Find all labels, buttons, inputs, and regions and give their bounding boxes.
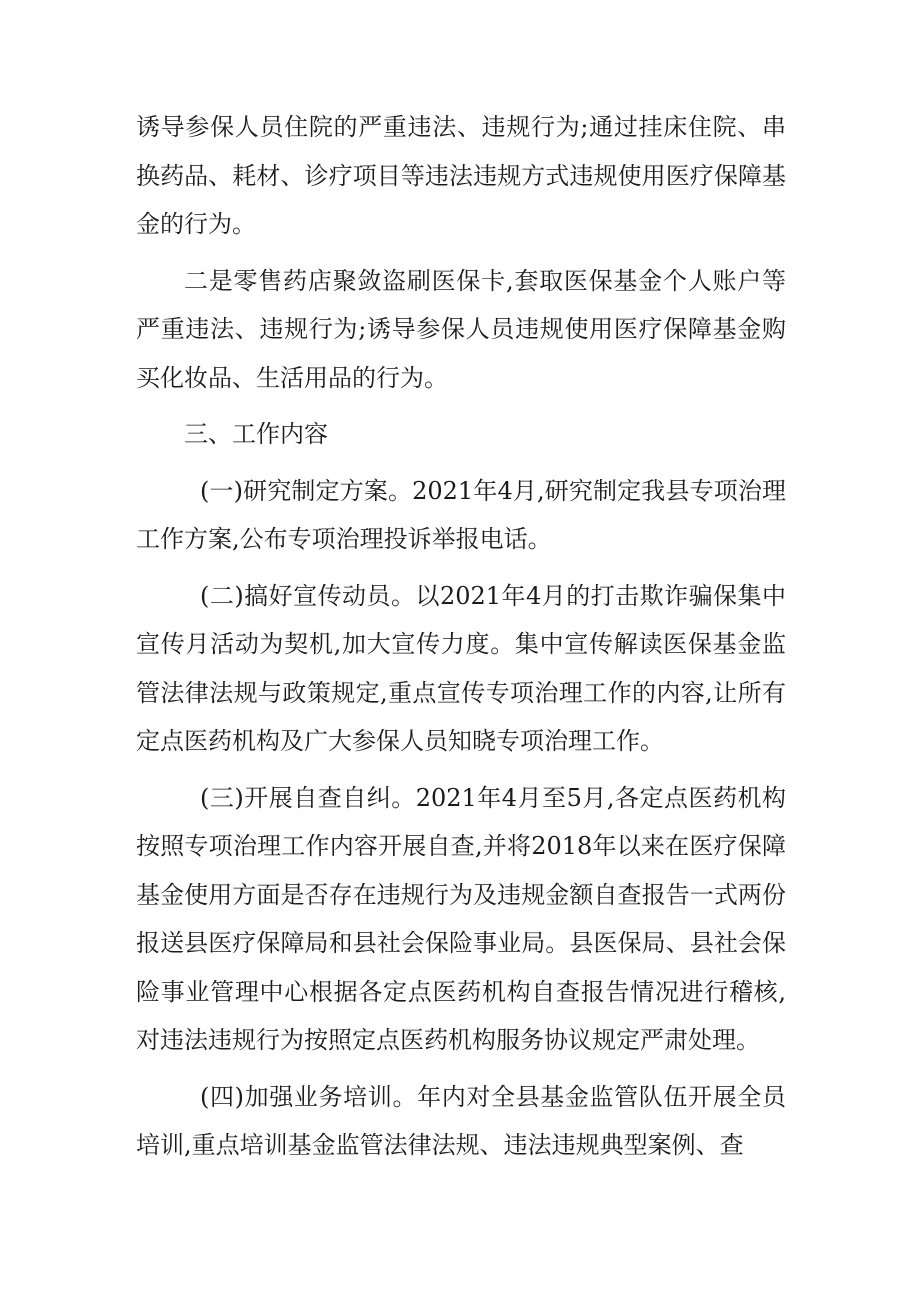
- document-body: [136, 103, 786, 1170]
- section-heading-work-content: 三、工作内容: [184, 420, 328, 448]
- paragraph-item-1: (一)研究制定方案。2021年4月,研究制定我县专项治理工作方案,公布专项治理投诉举报电话。: [136, 476, 786, 553]
- paragraph-continuation: 诱导参保人员住院的严重违法、违规行为;通过挂床住院、串换药品、耗材、诊疗项目等违法违规方式违规使用医疗保障基金的行为。: [136, 113, 786, 238]
- paragraph-retail-pharmacy: 二是零售药店聚敛盗刷医保卡,套取医保基金个人账户等严重违法、违规行为;诱导参保人员违规使用医疗保障基金购买化妆品、生活用品的行为。: [136, 266, 786, 392]
- paragraph-item-2: (二)搞好宣传动员。以2021年4月的打击欺诈骗保集中宣传月活动为契机,加大宣传力度。集中宣传解读医保基金监管法律法规与政策规定,重点宣传专项治理工作的内容,让所有定点医药机构及广大参保人员知晓专项治理工作。: [136, 581, 786, 755]
- paragraph-item-4: (四)加强业务培训。年内对全县基金监管队伍开展全员培训,重点培训基金监管法律法规、违法违规典型案例、查: [136, 1082, 786, 1159]
- paragraph-item-3: (三)开展自查自纠。2021年4月至5月,各定点医药机构按照专项治理工作内容开展自查,并将2018年以来在医疗保障基金使用方面是否存在违规行为及违规金额自查报告一式两份报送县医疗保障局和县社会保险事业局。县医保局、县社会保险事业管理中心根据各定点医药机构自查报告情况进行稽核,对违法违规行为按照定点医药机构服务协议规定严肃处理。: [136, 783, 786, 1054]
